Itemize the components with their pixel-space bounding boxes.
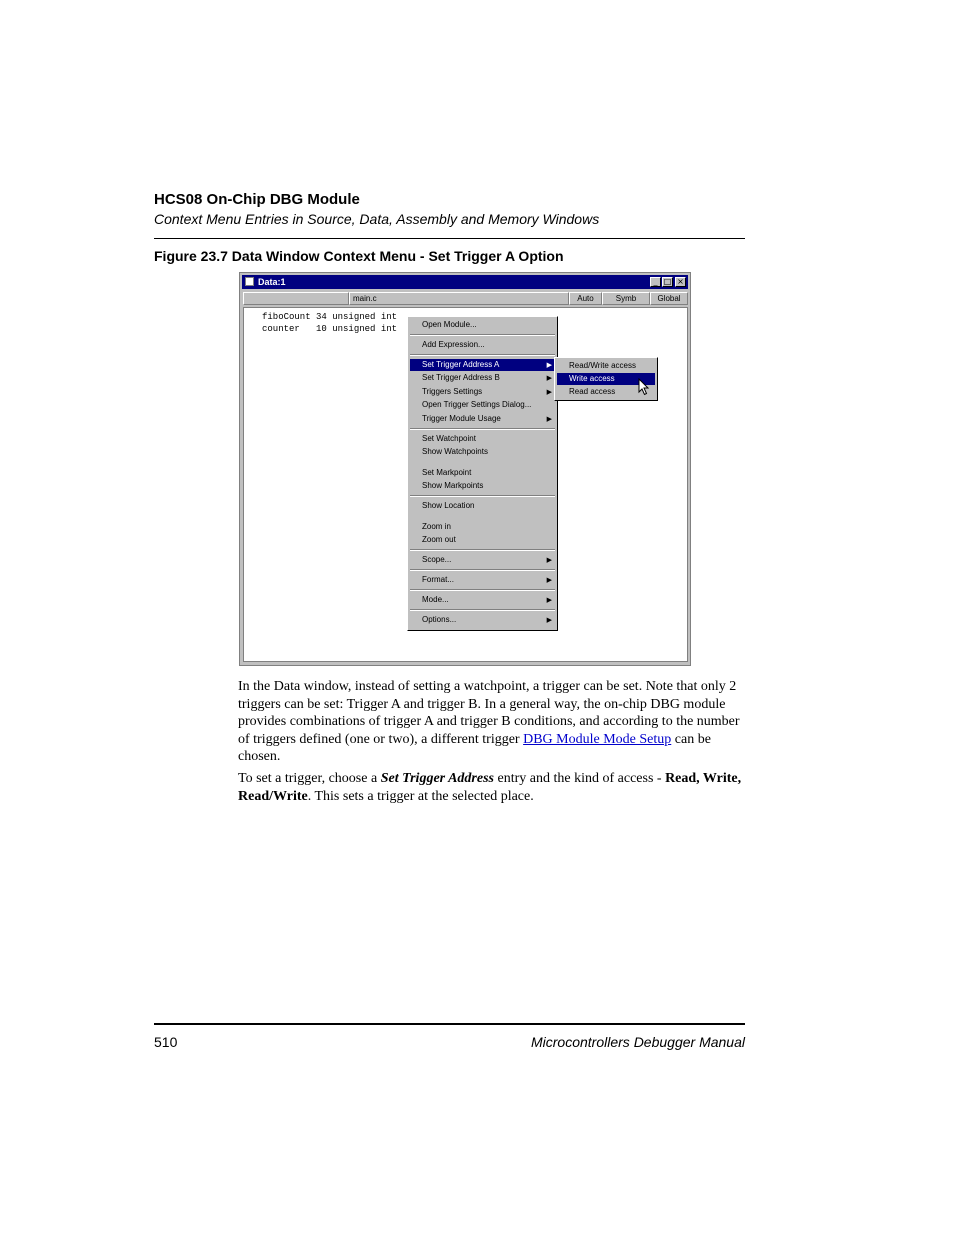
menu-item-label: Options... [422,615,457,624]
symb-button[interactable]: Symb [602,292,650,305]
emphasis-text: Set Trigger Address [380,771,494,786]
submenu-item-write[interactable]: Write access [557,373,655,385]
toolbar-blank-field[interactable] [243,292,349,305]
menu-item-trigger-module-usage[interactable] [410,413,555,425]
menu-separator [410,609,555,611]
body-paragraph-1 [238,678,746,766]
menu-item-set-trigger-b[interactable] [410,372,555,384]
maximize-button[interactable]: □ [663,277,672,286]
menu-item-set-trigger-a[interactable] [410,359,555,371]
menu-item-label: Set Trigger Address B [422,373,500,382]
variable-name: fiboCount [262,312,311,322]
variable-type: unsigned int [332,312,398,322]
menu-separator [410,334,555,336]
dbg-module-mode-setup-link[interactable]: DBG Module Mode Setup [523,731,672,747]
menu-item-label: Scope... [422,555,452,564]
menu-item-zoom-out[interactable]: Zoom out [422,535,456,544]
menu-separator [410,569,555,571]
menu-item-set-markpoint[interactable]: Set Markpoint [422,468,472,477]
auto-button[interactable]: Auto [569,292,602,305]
menu-item-open-module[interactable]: Open Module... [422,320,477,329]
variable-type: unsigned int [332,324,398,334]
variable-row[interactable] [262,312,397,322]
global-button[interactable]: Global [650,292,688,305]
header-rule [154,238,745,239]
paragraph-text: In the Data window, instead of setting a watchpoint, a trigger can be set. Note that only 2 triggers can be set: Trigger A and trigger B. In a general way, the on-chip DBG module provides combinations of trigger A and trigger B conditions, and according to the number of triggers defined (one or two), a different trigger [238,679,740,747]
section-subtitle: Context Menu Entries in Source, Data, Assembly and Memory Windows [154,211,600,227]
menu-item-add-expression[interactable]: Add Expression... [422,340,485,349]
footer-rule [154,1023,745,1025]
paragraph-text: can be chosen. [238,731,711,764]
menu-separator [410,428,555,430]
strong-text: Read, Write, Read/Write [238,771,742,804]
menu-item-label: Set Trigger Address A [422,360,500,369]
menu-item-label: Format... [422,575,455,584]
submenu-arrow-icon: ▶ [546,576,552,584]
close-button[interactable]: × [675,277,686,287]
menu-item-mode[interactable] [410,594,555,606]
section-title: HCS08 On-Chip DBG Module [154,191,360,208]
menu-separator [410,549,555,551]
figure-caption: Figure 23.7 Data Window Context Menu - Set Trigger A Option [154,248,564,264]
menu-item-open-trigger-settings[interactable]: Open Trigger Settings Dialog... [422,400,532,409]
mouse-pointer-icon [638,378,650,396]
submenu-arrow-icon: ▶ [546,388,552,396]
context-menu [407,316,558,631]
variable-row[interactable] [262,324,397,334]
menu-item-scope[interactable] [410,554,555,566]
menu-separator [410,589,555,591]
menu-item-show-location[interactable]: Show Location [422,501,475,510]
window-app-icon [245,277,254,286]
menu-item-label: Mode... [422,595,449,604]
submenu-arrow-icon: ▶ [546,415,552,423]
menu-item-show-watchpoints[interactable]: Show Watchpoints [422,447,488,456]
paragraph-text: . This sets a trigger at the selected place. [307,788,534,804]
menu-item-label: Triggers Settings [422,387,483,396]
menu-separator [410,495,555,497]
module-field[interactable]: main.c [349,292,569,305]
menu-separator [410,354,555,356]
menu-item-zoom-in[interactable]: Zoom in [422,522,451,531]
menu-item-set-watchpoint[interactable]: Set Watchpoint [422,434,476,443]
variable-value: 10 [316,324,327,334]
paragraph-text: To set a trigger, choose a [238,771,381,786]
submenu-item-read[interactable]: Read access [569,387,616,396]
submenu-arrow-icon: ▶ [546,596,552,604]
submenu-arrow-icon: ▶ [546,361,552,369]
submenu-item-read-write[interactable]: Read/Write access [569,361,636,370]
submenu-arrow-icon: ▶ [546,374,552,382]
menu-item-format[interactable] [410,574,555,586]
menu-item-triggers-settings[interactable] [410,386,555,398]
minimize-button[interactable]: _ [650,277,661,287]
window-titlebar[interactable] [242,275,688,289]
variable-name: counter [262,324,300,334]
variable-value: 34 [316,312,327,322]
menu-item-show-markpoints[interactable]: Show Markpoints [422,481,484,490]
menu-item-options[interactable] [410,614,555,626]
menu-item-label: Trigger Module Usage [422,414,501,423]
body-paragraph-2 [238,770,746,805]
paragraph-text: entry and the kind of access - [494,771,666,786]
page-number: 510 [154,1034,178,1050]
submenu-arrow-icon: ▶ [546,616,552,624]
manual-title: Microcontrollers Debugger Manual [531,1034,745,1050]
window-title: Data:1 [258,277,286,287]
submenu-arrow-icon: ▶ [546,556,552,564]
